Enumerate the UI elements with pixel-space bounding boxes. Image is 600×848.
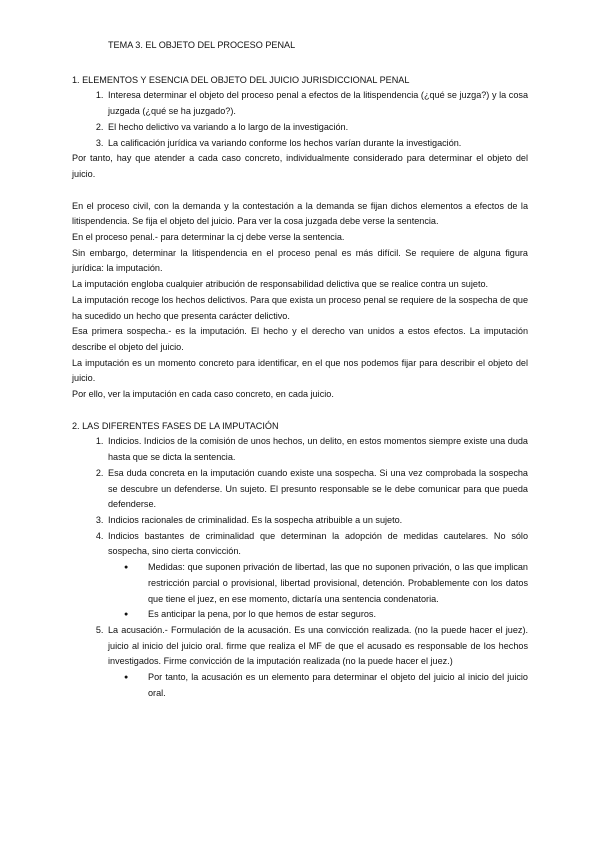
section-1-heading: 1. ELEMENTOS Y ESENCIA DEL OBJETO DEL JUICIO JURISDICCIONAL PENAL <box>72 74 410 85</box>
bullet-item: ● Medidas: que suponen privación de libertad, las que no suponen privación, o las que implican restricción parcial o provisional, libertad provisional, detención. Probablemente con los datos que tiene el juez, en ese momento, dictaría una sentencia condenatoria. <box>144 560 528 607</box>
spacer <box>72 183 528 199</box>
list-item-text: La acusación.- Formulación de la acusación. Es una convicción realizada. (no la puede hacer el juez). juicio al inicio del juicio oral. firme que realiza el MF de que el acusado es responsable de los hechos investigados. Firme convicción de la imputación realizada (no la puede hacer el juez.) <box>108 624 528 667</box>
paragraph: En el proceso penal.- para determinar la cj debe verse la sentencia. <box>72 232 345 243</box>
paragraph: Por ello, ver la imputación en cada caso concreto, en cada juicio. <box>72 389 334 400</box>
list-item: 2. El hecho delictivo va variando a lo largo de la investigación. <box>106 120 528 136</box>
section-1-list <box>72 88 528 151</box>
paragraph: La imputación es un momento concreto para identificar, en el que nos podemos fijar para describir el objeto del juicio. <box>72 357 528 384</box>
bullet-item: ● Es anticipar la pena, por lo que hemos de estar seguros. <box>144 607 528 623</box>
bullet-list <box>108 670 528 701</box>
section-2-heading: 2. LAS DIFERENTES FASES DE LA IMPUTACIÓN <box>72 420 279 431</box>
list-item <box>106 529 528 623</box>
paragraph: La imputación recoge los hechos delictivos. Para que exista un proceso penal se requiere de la sospecha de que ha sucedido un hecho que presenta carácter delictivo. <box>72 294 528 321</box>
spacer <box>72 403 528 419</box>
document-title: TEMA 3. EL OBJETO DEL PROCESO PENAL <box>108 40 296 50</box>
paragraph: Por tanto, hay que atender a cada caso concreto, individualmente considerado para determinar el objeto del juicio. <box>72 153 528 179</box>
list-item: 3. Indicios racionales de criminalidad. Es la sospecha atribuible a un sujeto. <box>106 513 528 529</box>
section-2-list <box>72 434 528 701</box>
paragraph: Sin embargo, determinar la litispendencia en el proceso penal es más difícil. Se requiere de alguna figura jurídica: la imputación. <box>72 247 528 274</box>
list-item <box>106 623 528 702</box>
paragraph: La imputación engloba cualquier atribución de responsabilidad delictiva que se realice contra un sujeto. <box>72 279 489 290</box>
paragraph: Esa primera sospecha.- es la imputación. El hecho y el derecho van unidos a estos efectos. La imputación describe el objeto del juicio. <box>72 326 528 352</box>
bullet-item: ● Por tanto, la acusación es un elemento para determinar el objeto del juicio al inicio del juicio oral. <box>144 670 528 701</box>
list-item: 2. Esa duda concreta en la imputación cuando existe una sospecha. Si una vez comprobada la sospecha se descubre un defenderse. Un sujeto. El presunto responsable se le debe comunicar para que pueda defenderse. <box>106 466 528 513</box>
list-item: 1. Indicios. Indicios de la comisión de unos hechos, un delito, en estos momentos siempre existe una duda hasta que se dicta la sentencia. <box>106 434 528 465</box>
list-item: 1. Interesa determinar el objeto del proceso penal a efectos de la litispendencia (¿qué se juzga?) y la cosa juzgada (¿qué se ha juzgado?). <box>106 88 528 119</box>
bullet-list <box>108 560 528 623</box>
list-item: 3. La calificación jurídica va variando conforme los hechos varían durante la investigación. <box>106 136 528 152</box>
list-item-text: Indicios bastantes de criminalidad que determinan la adopción de medidas cautelares. No sólo sospecha, sino cierta convicción. <box>108 530 528 557</box>
paragraph: En el proceso civil, con la demanda y la contestación a la demanda se fijan dichos elementos a efectos de la litispendencia. Se fija el objeto del juicio. Para ver la cosa juzgada debe verse la sentencia. <box>72 200 528 227</box>
